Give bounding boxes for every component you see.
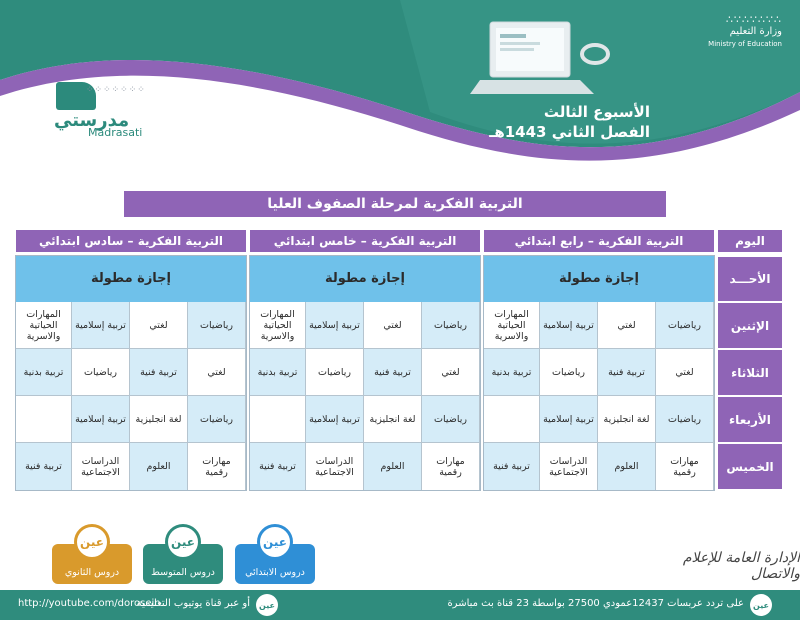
laptop-photo [470, 14, 610, 104]
schedule-cell: رياضيات [422, 302, 480, 349]
schedule-cell [250, 396, 306, 443]
schedule-cell: المهارات الحياتية والاسرية [484, 302, 540, 349]
schedule-cell: تربية فنية [364, 349, 422, 396]
holiday-banner: إجازة مطولة [16, 256, 246, 302]
schedule-cell: الدراسات الاجتماعية [72, 443, 130, 490]
grade4-column-header: التربية الفكرية – رابع ابتدائي [484, 230, 714, 252]
schedule-cell: تربية فنية [16, 443, 72, 490]
madrasati-logo [52, 82, 172, 142]
schedule-cell: العلوم [598, 443, 656, 490]
schedule-cell: تربية بدنية [250, 349, 306, 396]
week-label: الأسبوع الثالث [543, 103, 650, 121]
madrasati-name-ar: مدرستي [54, 110, 130, 131]
holiday-banner: إجازة مطولة [250, 256, 480, 302]
youtube-url-link[interactable]: http://youtube.com/dorosein [18, 598, 161, 609]
schedule-cell: لغتي [130, 302, 188, 349]
schedule-cell: لغة انجليزية [598, 396, 656, 443]
schedule-cell: رياضيات [188, 396, 246, 443]
secondary-lessons-label: دروس الثانوي [64, 567, 120, 578]
ein-logo-icon: عين [74, 524, 110, 560]
primary-lessons-label: دروس الابتدائي [245, 567, 305, 578]
ministry-name-ar: وزارة التعليم [729, 26, 782, 37]
schedule-cell: رياضيات [188, 302, 246, 349]
schedule-cell: مهارات رقمية [188, 443, 246, 490]
day-tuesday: الثلاثاء [718, 350, 782, 395]
schedule-cell [484, 396, 540, 443]
schedule-cell: لغة انجليزية [130, 396, 188, 443]
schedule-cell: العلوم [364, 443, 422, 490]
schedule-cell: رياضيات [306, 349, 364, 396]
schedule-cell: لغة انجليزية [364, 396, 422, 443]
page-title: التربية الفكرية لمرحلة الصفوف العليا [124, 191, 666, 217]
schedule-cell: تربية إسلامية [306, 302, 364, 349]
grade6-schedule [15, 255, 247, 491]
schedule-cell: لغتي [656, 349, 714, 396]
schedule-cell: رياضيات [540, 349, 598, 396]
schedule-cell: لغتي [422, 349, 480, 396]
grade5-column-header: التربية الفكرية – خامس ابتدائي [250, 230, 480, 252]
schedule-cell: الدراسات الاجتماعية [540, 443, 598, 490]
schedule-cell: تربية فنية [484, 443, 540, 490]
schedule-cell: مهارات رقمية [422, 443, 480, 490]
day-column-header: اليوم [718, 230, 782, 252]
grade4-schedule [483, 255, 715, 491]
schedule-cell: رياضيات [656, 396, 714, 443]
schedule-cell: تربية بدنية [484, 349, 540, 396]
holiday-banner: إجازة مطولة [484, 256, 714, 302]
schedule-cell: تربية فنية [250, 443, 306, 490]
primary-lessons-button[interactable] [235, 535, 315, 584]
schedule-cell: مهارات رقمية [656, 443, 714, 490]
schedule-cell: رياضيات [72, 349, 130, 396]
ministry-of-education-logo [708, 14, 782, 50]
ein-logo-icon: عين [165, 524, 201, 560]
secondary-lessons-button[interactable] [52, 535, 132, 584]
day-monday: الإثنين [718, 303, 782, 348]
youtube-channel-text: أو عبر قناة يوتيوب التعليمية [136, 598, 250, 609]
ein-channel-icon: عين [750, 594, 772, 616]
schedule-cell: لغتي [364, 302, 422, 349]
schedule-cell: رياضيات [656, 302, 714, 349]
schedule-cell [16, 396, 72, 443]
semester-label: الفصل الثاني 1443هـ [489, 123, 650, 141]
grade5-schedule [249, 255, 481, 491]
schedule-cell: رياضيات [422, 396, 480, 443]
day-sunday: الأحـــد [718, 257, 782, 301]
middle-lessons-button[interactable] [143, 535, 223, 584]
middle-lessons-label: دروس المتوسط [151, 567, 215, 578]
grade6-column-header: التربية الفكرية – سادس ابتدائي [16, 230, 246, 252]
madrasati-dots-icon: ⁘⁘⁘⁘⁘⁘⁘ [86, 85, 146, 95]
schedule-cell: تربية إسلامية [540, 396, 598, 443]
schedule-cell: تربية بدنية [16, 349, 72, 396]
ministry-dots-icon: ∴∵∴∵∴∵∴ [726, 13, 782, 26]
schedule-cell: تربية إسلامية [540, 302, 598, 349]
ein-logo-icon: عين [257, 524, 293, 560]
day-thursday: الخميس [718, 444, 782, 489]
schedule-cell: لغتي [188, 349, 246, 396]
schedule-cell: تربية فنية [130, 349, 188, 396]
week-info [489, 102, 650, 142]
schedule-cell: المهارات الحياتية والاسرية [250, 302, 306, 349]
day-wednesday: الأربعاء [718, 397, 782, 442]
schedule-cell: تربية إسلامية [306, 396, 364, 443]
schedule-cell: تربية إسلامية [72, 396, 130, 443]
schedule-cell: لغتي [598, 302, 656, 349]
ein-channel-icon: عين [256, 594, 278, 616]
schedule-cell: الدراسات الاجتماعية [306, 443, 364, 490]
ministry-name-en: Ministry of Education [708, 40, 782, 48]
satellite-frequency-text: على تردد عربسات 12437عمودي 27500 بواسطة 23 قناة بث مباشرة [447, 598, 744, 609]
schedule-cell: العلوم [130, 443, 188, 490]
schedule-cell: المهارات الحياتية والاسرية [16, 302, 72, 349]
schedule-cell: تربية فنية [598, 349, 656, 396]
media-department-calligraphy: الإدارة العامة للإعلام والاتصال [682, 550, 800, 582]
madrasati-name-en: Madrasati [88, 126, 143, 139]
schedule-cell: تربية إسلامية [72, 302, 130, 349]
